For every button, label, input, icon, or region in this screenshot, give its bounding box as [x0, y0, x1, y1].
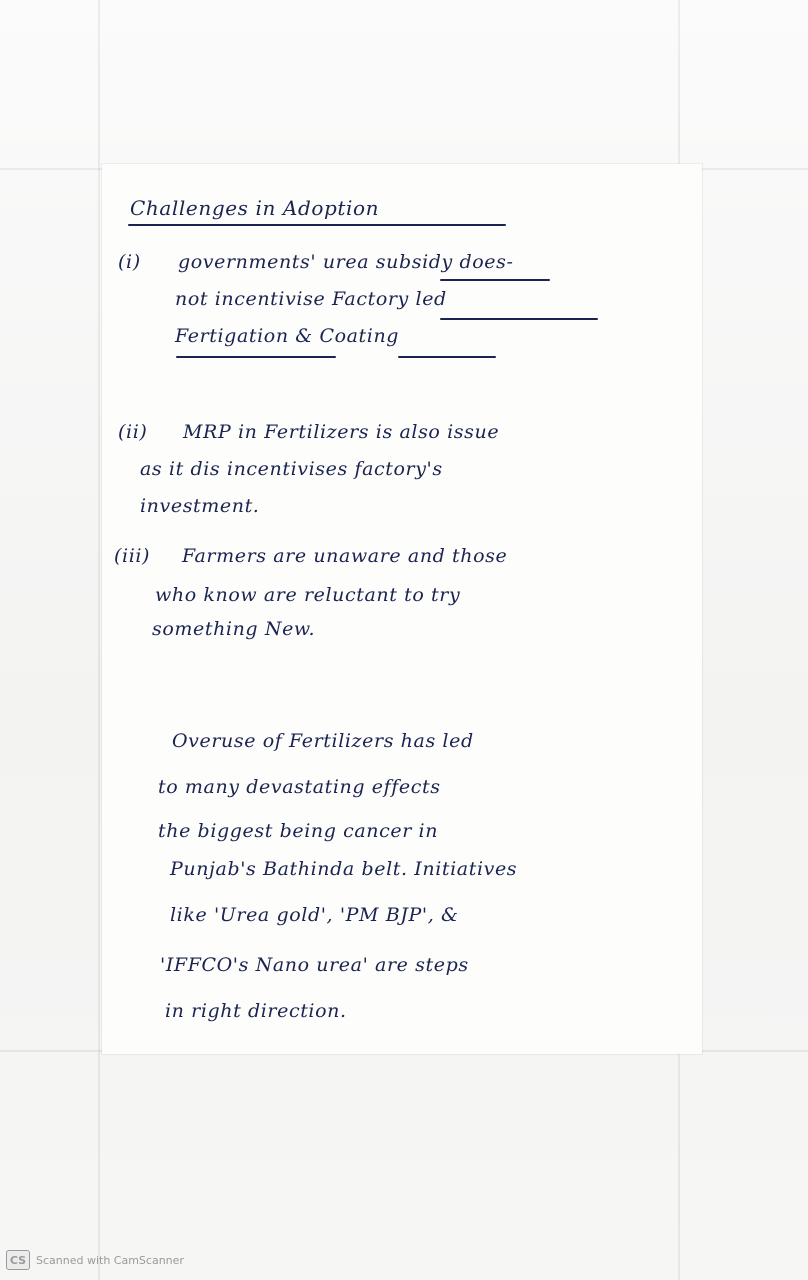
point-line: MRP in Fertilizers is also issue [183, 421, 500, 443]
watermark-label: Scanned with CamScanner [36, 1253, 184, 1267]
conclusion-line: 'IFFCO's Nano urea' are steps [160, 954, 469, 976]
camscanner-watermark [6, 1250, 184, 1270]
conclusion-line: the biggest being cancer in [158, 820, 439, 842]
point-line: governments' urea subsidy does- [178, 251, 514, 273]
word-underline [440, 279, 550, 281]
point-line: as it dis incentivises factory's [140, 458, 443, 480]
conclusion-line: in right direction. [165, 1000, 347, 1022]
page-title: Challenges in Adoption [130, 196, 380, 220]
word-underline [176, 356, 336, 358]
conclusion-line: Overuse of Fertilizers has led [172, 730, 474, 752]
point-line: Fertigation & Coating [175, 325, 400, 347]
point-marker: (ii) [118, 421, 148, 443]
conclusion-line: like 'Urea gold', 'PM BJP', & [170, 904, 459, 926]
point-marker: (i) [118, 251, 141, 273]
point-line: Farmers are unaware and those [182, 545, 508, 567]
point-line: who know are reluctant to try [155, 584, 461, 606]
point-line: not incentivise Factory led [175, 288, 447, 310]
fold-line [98, 0, 100, 1280]
point-line: something New. [152, 618, 316, 640]
word-underline [398, 356, 496, 358]
point-line: investment. [140, 495, 260, 517]
word-underline [440, 318, 598, 320]
point-marker: (iii) [114, 545, 151, 567]
camscanner-logo-icon: CS [6, 1250, 30, 1270]
conclusion-line: to many devastating effects [158, 776, 441, 798]
title-underline [128, 224, 506, 226]
conclusion-line: Punjab's Bathinda belt. Initiatives [170, 858, 518, 880]
